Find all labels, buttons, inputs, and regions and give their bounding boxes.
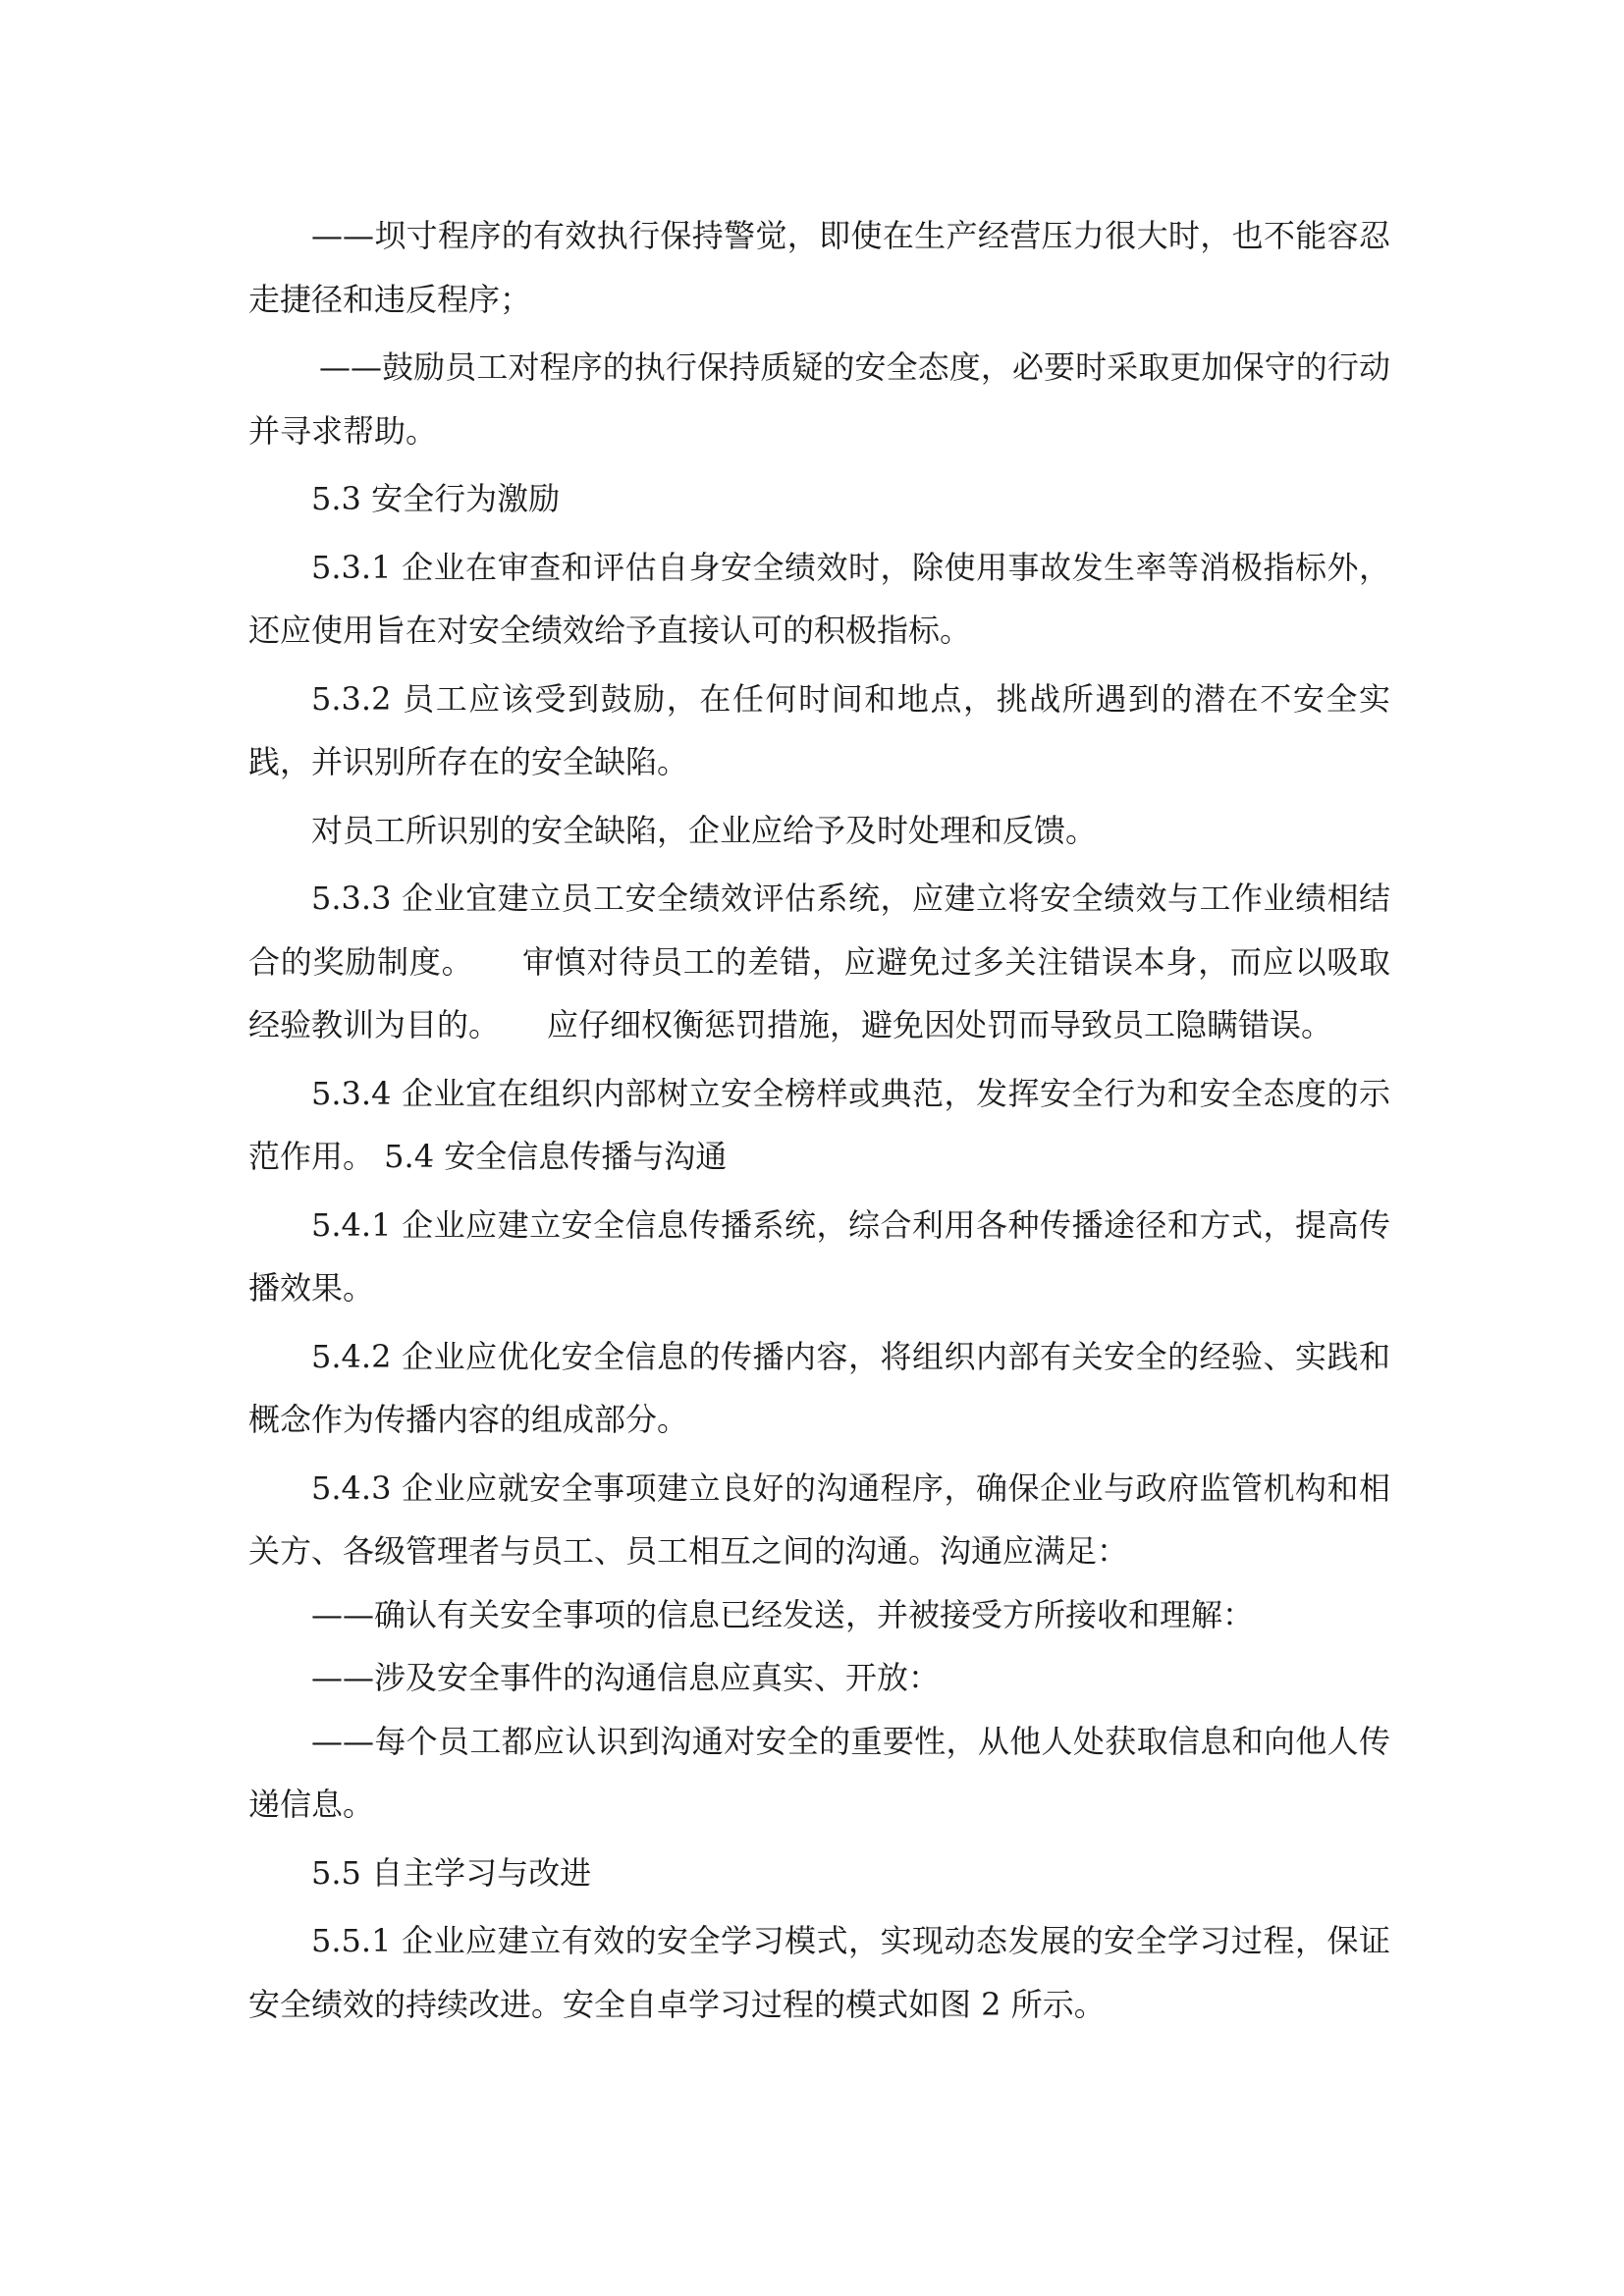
paragraph-questioning-attitude: ——鼓励员工对程序的执行保持质疑的安全态度，必要时采取更加保守的行动并寻求帮助。 (248, 348, 1390, 450)
section-heading-5-3: 5.3 安全行为激励 (311, 480, 561, 517)
paragraph-5-3-2: 5.3.2 员工应该受到鼓励，在任何时间和地点，挑战所遇到的潜在不安全实践，并识别所存在的安全缺陷。 (248, 679, 1390, 780)
body-text (248, 204, 1390, 2036)
paragraph-5-4-2: 5.4.2 企业应优化安全信息的传播内容，将组织内部有关安全的经验、实践和概念作为传播内容的组成部分。 (248, 1337, 1390, 1438)
paragraph-procedure-vigilance: ——坝寸程序的有效执行保持警觉，即使在生产经营压力很大时，也不能容忍走捷径和违反程序； (248, 217, 1390, 318)
paragraph-5-4-3: 5.4.3 企业应就安全事项建立良好的沟通程序，确保企业与政府监管机构和相关方、各级管理者与员工、员工相互之间的沟通。沟通应满足： (248, 1468, 1390, 1570)
list-item-confirm-information: ——确认有关安全事项的信息已经发送，并被接受方所接收和理解： (311, 1595, 1255, 1633)
paragraph-5-3-1: 5.3.1 企业在审查和评估自身安全绩效时，除使用事故发生率等消极指标外，还应使用旨在对安全绩效给予直接认可的积极指标。 (248, 548, 1390, 649)
section-heading-5-5: 5.5 自主学习与改进 (311, 1853, 592, 1892)
paragraph-5-4-1: 5.4.1 企业应建立安全信息传播系统，综合利用各种传播途径和方式，提高传播效果。 (248, 1205, 1390, 1307)
paragraph-5-3-4: 5.3.4 企业宜在组织内部树立安全榜样或典范，发挥安全行为和安全态度的示范作用。 5.4 安全信息传播与沟通 (248, 1074, 1390, 1175)
list-item-communication-importance: ——每个员工都应认识到沟通对安全的重要性，从他人处获取信息和向他人传递信息。 (248, 1722, 1390, 1823)
list-item-truthful-communication: ——涉及安全事件的沟通信息应真实、开放： (311, 1659, 941, 1696)
paragraph-feedback: 对员工所识别的安全缺陷，企业应给予及时处理和反馈。 (311, 811, 1098, 849)
paragraph-5-3-3: 5.3.3 企业宜建立员工安全绩效评估系统，应建立将安全绩效与工作业绩相结合的奖励制度。 审慎对待员工的差错，应避免过多关注错误本身，而应以吸取经验教训为目的。 应仔细权衡惩罚措施，避免因处罚而导致员工隐瞒错误。 (248, 880, 1390, 1043)
paragraph-5-5-1: 5.5.1 企业应建立有效的安全学习模式，实现动态发展的安全学习过程，保证安全绩效的持续改进。安全自卓学习过程的模式如图 2 所示。 (248, 1922, 1390, 2023)
